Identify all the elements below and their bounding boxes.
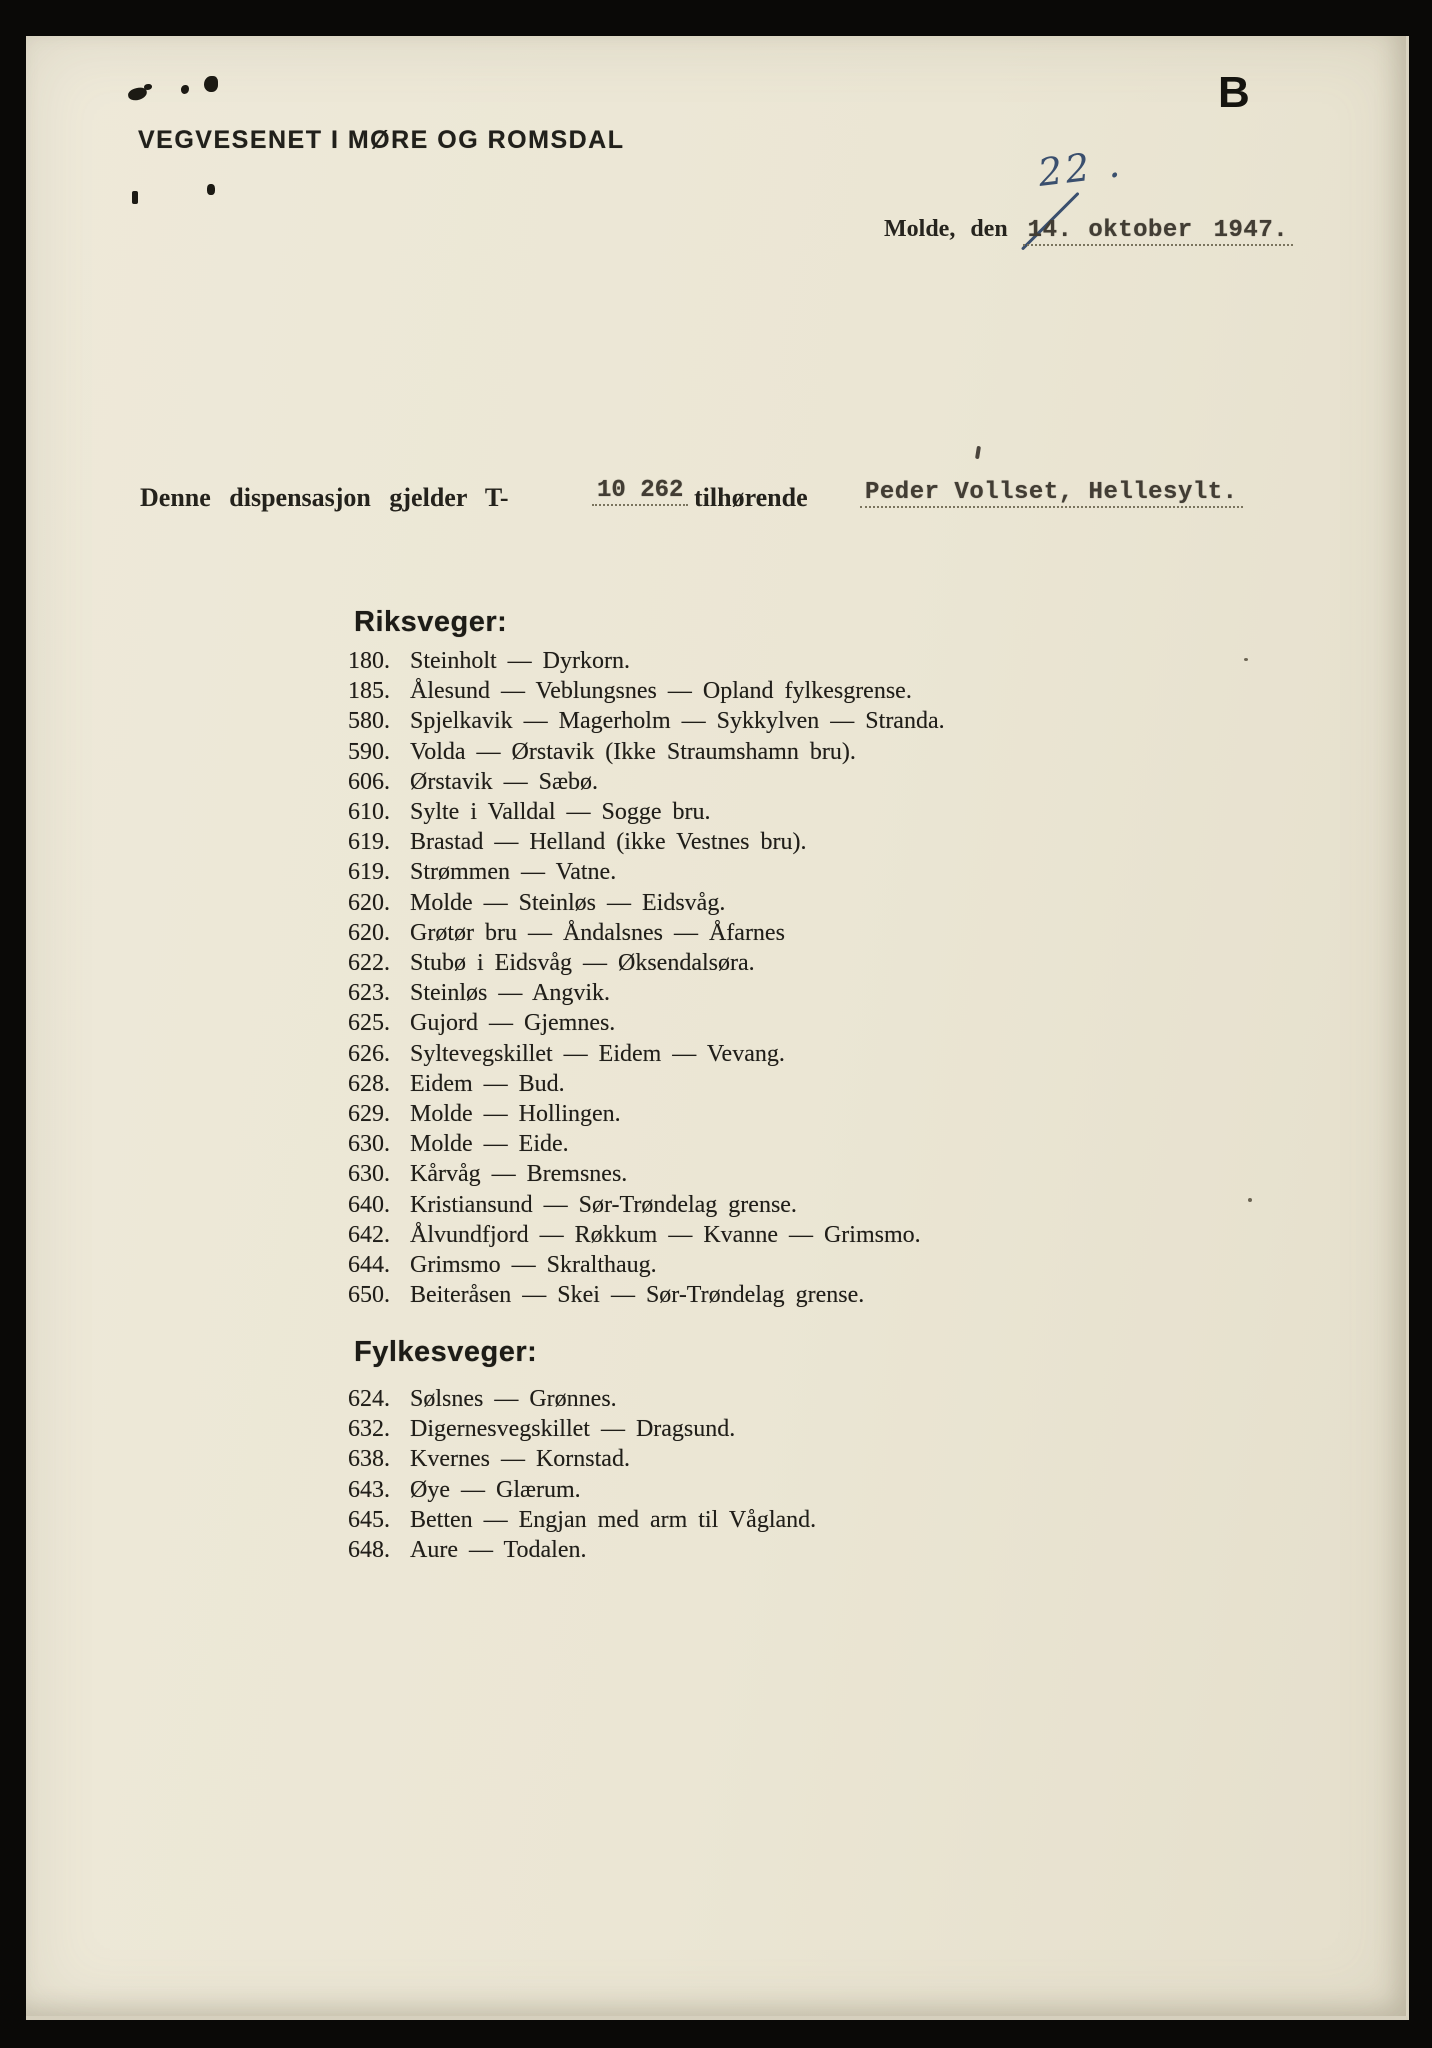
road-list-item xyxy=(348,978,945,1008)
typed-date: oktober 1947. xyxy=(1088,217,1289,244)
road-list-item xyxy=(348,1505,816,1535)
date-fill-in-field xyxy=(1023,217,1293,246)
road-list-item xyxy=(348,1220,945,1250)
road-number: 643. xyxy=(348,1476,390,1503)
paper-speck xyxy=(1248,1198,1252,1202)
road-number: 625. xyxy=(348,1010,390,1037)
road-list-item xyxy=(348,1535,816,1565)
road-list-item xyxy=(348,1039,945,1069)
road-route: Digernesvegskillet — Dragsund. xyxy=(410,1416,736,1443)
road-number: 644. xyxy=(348,1252,390,1279)
road-number: 642. xyxy=(348,1221,390,1248)
road-route: Ørstavik — Sæbø. xyxy=(410,768,599,795)
road-route: Molde — Steinløs — Eidsvåg. xyxy=(410,889,726,916)
road-route: Sylte i Valldal — Sogge bru. xyxy=(410,799,711,826)
ink-smudge xyxy=(132,191,138,204)
road-route: Aure — Todalen. xyxy=(410,1537,587,1564)
road-list-item xyxy=(348,918,945,948)
road-route: Molde — Eide. xyxy=(410,1131,569,1158)
road-route: Øye — Glærum. xyxy=(410,1476,581,1503)
road-route: Brastad — Helland (ikke Vestnes bru). xyxy=(410,829,807,856)
road-number: 630. xyxy=(348,1161,390,1188)
dispensation-line xyxy=(26,477,1406,523)
road-route: Eidem — Bud. xyxy=(410,1070,565,1097)
road-list-item xyxy=(348,1250,945,1280)
road-list-item xyxy=(348,737,945,767)
road-number: 626. xyxy=(348,1040,390,1067)
road-number: 638. xyxy=(348,1446,390,1473)
riksveger-list xyxy=(348,646,945,1310)
holder-name: Peder Vollset, Hellesylt. xyxy=(865,479,1238,506)
permit-number: 10 262 xyxy=(597,477,684,504)
road-list-item xyxy=(348,827,945,857)
road-route: Beiteråsen — Skei — Sør-Trøndelag grense. xyxy=(410,1282,865,1309)
road-list-item xyxy=(348,1475,816,1505)
road-list-item xyxy=(348,1444,816,1474)
road-number: 619. xyxy=(348,829,390,856)
road-route: Spjelkavik — Magerholm — Sykkylven — Stranda. xyxy=(410,708,945,735)
road-list-item xyxy=(348,1159,945,1189)
road-list-item xyxy=(348,1129,945,1159)
riksveger-heading: Riksveger: xyxy=(354,606,508,638)
road-list-item xyxy=(348,767,945,797)
ink-smudge xyxy=(204,76,218,92)
road-route: Ålvundfjord — Røkkum — Kvanne — Grimsmo. xyxy=(410,1221,921,1248)
road-list-item xyxy=(348,1099,945,1129)
road-route: Steinløs — Angvik. xyxy=(410,980,611,1007)
ink-smudge xyxy=(181,85,189,94)
road-number: 645. xyxy=(348,1506,390,1533)
road-number: 619. xyxy=(348,859,390,886)
dispensation-label-before: Denne dispensasjon gjelder T- xyxy=(140,483,509,512)
road-list-item xyxy=(348,1384,816,1414)
page-title: VEGVESENET I MØRE OG ROMSDAL xyxy=(138,126,625,154)
road-number: 640. xyxy=(348,1191,390,1218)
road-route: Strømmen — Vatne. xyxy=(410,859,617,886)
road-list-item xyxy=(348,1414,816,1444)
road-number: 632. xyxy=(348,1416,390,1443)
fylkesveger-heading: Fylkesveger: xyxy=(354,1336,538,1368)
road-number: 650. xyxy=(348,1282,390,1309)
stray-ink-mark xyxy=(975,446,981,459)
dispensation-label-middle: tilhørende xyxy=(694,483,808,512)
road-list-item xyxy=(348,706,945,736)
road-number: 580. xyxy=(348,708,390,735)
road-list-item xyxy=(348,1280,945,1310)
road-number: 606. xyxy=(348,768,390,795)
road-number: 185. xyxy=(348,678,390,705)
road-number: 622. xyxy=(348,950,390,977)
road-route: Syltevegskillet — Eidem — Vevang. xyxy=(410,1040,785,1067)
paper-speck xyxy=(1244,658,1248,661)
permit-number-field xyxy=(592,477,688,506)
handwritten-date-correction: 22 . xyxy=(1035,141,1125,195)
road-route: Grimsmo — Skralthaug. xyxy=(410,1252,657,1279)
road-list-item xyxy=(348,1069,945,1099)
road-route: Kvernes — Kornstad. xyxy=(410,1446,630,1473)
road-number: 590. xyxy=(348,738,390,765)
road-number: 630. xyxy=(348,1131,390,1158)
ink-smudge xyxy=(207,184,215,195)
crossed-out-day: 14. xyxy=(1027,217,1073,244)
road-route: Volda — Ørstavik (Ikke Straumshamn bru). xyxy=(410,738,856,765)
road-number: 620. xyxy=(348,919,390,946)
road-number: 628. xyxy=(348,1070,390,1097)
road-route: Kårvåg — Bremsnes. xyxy=(410,1161,628,1188)
road-list-item xyxy=(348,888,945,918)
road-route: Steinholt — Dyrkorn. xyxy=(410,648,630,674)
road-route: Gujord — Gjemnes. xyxy=(410,1010,616,1037)
date-line xyxy=(884,216,1293,246)
road-number: 648. xyxy=(348,1537,390,1564)
road-route: Kristiansund — Sør-Trøndelag grense. xyxy=(410,1191,797,1218)
road-number: 180. xyxy=(348,648,390,674)
road-number: 629. xyxy=(348,1101,390,1128)
road-route: Molde — Hollingen. xyxy=(410,1101,621,1128)
road-list-item xyxy=(348,1190,945,1220)
road-route: Sølsnes — Grønnes. xyxy=(410,1386,617,1412)
holder-name-field xyxy=(860,479,1243,508)
road-route: Ålesund — Veblungsnes — Opland fylkesgrense. xyxy=(410,678,912,705)
road-list-item xyxy=(348,676,945,706)
road-list-item xyxy=(348,646,945,676)
road-list-item xyxy=(348,948,945,978)
road-number: 624. xyxy=(348,1386,390,1412)
ink-smudge xyxy=(144,84,152,90)
road-list-item xyxy=(348,1008,945,1038)
road-list-item xyxy=(348,797,945,827)
road-route: Stubø i Eidsvåg — Øksendalsøra. xyxy=(410,950,755,977)
corner-letter: B xyxy=(1218,68,1250,117)
road-route: Betten — Engjan med arm til Vågland. xyxy=(410,1506,817,1533)
road-number: 610. xyxy=(348,799,390,826)
road-number: 620. xyxy=(348,889,390,916)
document-page xyxy=(26,36,1409,2020)
road-route: Grøtør bru — Åndalsnes — Åfarnes xyxy=(410,919,785,946)
fylkesveger-list xyxy=(348,1384,816,1565)
road-list-item xyxy=(348,857,945,887)
date-prefix: Molde, den xyxy=(884,216,1008,242)
road-number: 623. xyxy=(348,980,390,1007)
